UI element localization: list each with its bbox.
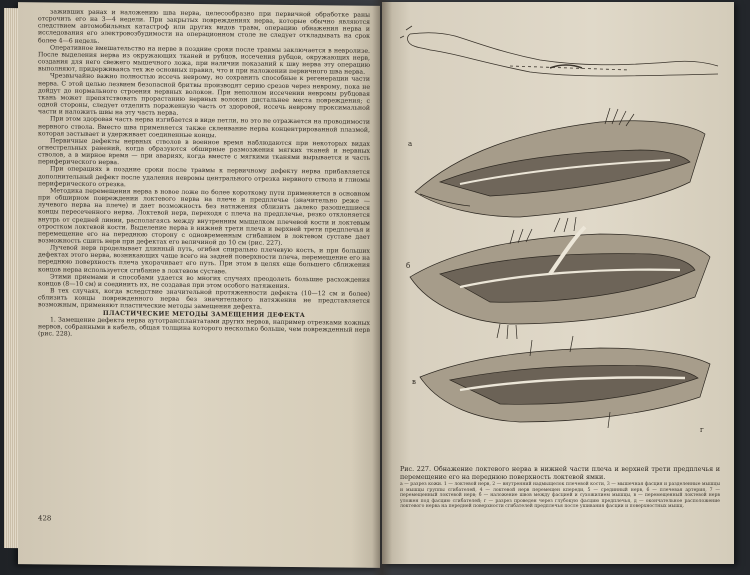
- right-page: [382, 2, 734, 564]
- paragraph: Чрезвычайно важно полностью иссечь неврому, но сохранить способные к регенерации части нерва. С этой целью лезвием безопасной бритвы производят серию срезов через неврому, пока не дойдут до нормального строения нервных волокон. При неполном иссечении невромы рубцовая ткань может препятствовать прорастанию нервных волокон дистальнее места повреждения; с одной стороны, следует отделить пораженную часть от здоровой, иссечь неврому проксимальной части и наложить швы на эту часть нерва.: [38, 72, 370, 117]
- figure-panel-3: [420, 336, 710, 428]
- paragraph: В тех случаях, когда вследствие значительной протяженности дефекта (10—12 см и более) сблизить концы поврежденного нерва без значительного натяжения не представляется возможным, применяют пластические методы замещения дефекта.: [38, 287, 370, 312]
- page-number: 428: [38, 514, 52, 523]
- figure-label-d: г: [700, 426, 704, 434]
- figure-label-b: б: [406, 262, 411, 270]
- figure-label-c: в: [412, 378, 416, 386]
- paragraph: ПЛАСТИЧЕСКИЕ МЕТОДЫ ЗАМЕЩЕНИЯ ДЕФЕКТА: [102, 309, 306, 319]
- figure-caption: Рис. 227. Обнажение локтевого нерва в нижней части плеча и верхней трети предплечья и перемещение его на переднюю поверхность локтевой ямки.: [400, 465, 720, 481]
- surgical-illustration: [400, 12, 720, 462]
- paragraph: Оперативное вмешательство на нерве в поздние сроки после травмы заключается в невролизе. После выделения нерва из окружающих тканей и рубцов, иссечения рубцов, окружающих нерв, создания для него свежего мышечного ложа, при наличии показаний к шву нерва эту операцию выполняют, придерживаясь тех же основных правил, что и при наложении первичного шва нерва.: [38, 44, 370, 76]
- left-page: [18, 2, 380, 568]
- page-edges: [4, 8, 18, 548]
- paragraph: 1. Замещение дефекта нерва аутотрансплантатами других нервов, например отрезками кожных нервов, собранными в кабель, общая толщина которого несколько больше, чем поврежденный нерв (рис. 228).: [38, 316, 370, 338]
- paragraph: Этими приемами и способами удается во многих случаях преодолеть большие расхождения концов (8—10 см) и соединить их, не создавая при этом особого натяжения.: [38, 273, 370, 290]
- paragraph: Лучевой нерв проделывает длинный путь, огибая спирально плечевую кость, и при больших дефектах этого нерва, возникающих чаще всего на задней поверхности плеча, перемещение его на переднюю поверхность плеча укорачивает его путь. При этом в целях еще большего сближения концов нерва используется сгибание в локтевом суставе.: [38, 244, 370, 275]
- paragraph: Методика перемещения нерва в новое ложе по более короткому пути применяется в основном при обширном повреждении локтевого нерва на плече и предплечье (значительно реже — лучевого нерва на плече) и дает возможность без натяжения сблизить далеко разошедшиеся концы пересеченного нерва. Локтевой нерв, переходя с плеча на предплечье, резко отклоняется внутрь от средней линии, располагаясь между внутренним мыщелком плечевой кости и локтевым отростком локтевой кости. Выделение нерва в нижней трети плеча и верхней трети предплечья и перемещение его на переднюю сторону с одновременным сгибанием в локтевом суставе дает возможность сшить нерв при дефектах его величиной до 10 см (рис. 227).: [38, 187, 370, 247]
- left-page-text: [38, 8, 370, 531]
- figure-panel-2: [410, 227, 710, 339]
- figure-panel-1: [415, 108, 705, 232]
- paragraph: При этом здоровая часть нерва изгибается в виде петли, но это не отражается на проводимости нервного ствола. Вместо шва применяется также склеивание нерва концентрированной плазмой, которая застывает и удерживает соединенные концы.: [38, 115, 370, 139]
- paragraph: заживших ранах и наложению шва нерва, целесообразно при первичной обработке раны отсрочить его на 3—4 недели. При закрытых повреждениях нерва, которые обычно являются следствием автомобильных катастроф или других видов травм, операцию обнажения нерва и исследования его электровозбудимости на операционном столе не следует откладывать на срок более 4—6 недель.: [38, 8, 370, 45]
- figure-legend: а — разрез кожи. 1 — локтевой нерв, 2 — внутренний надмыщелок плечевой кости, 3 — мышечная фасция и разделенные мышцы и мышцы группы сгибателей, 4 — локтевой нерв перемещен кпереди, 5 — срединный нерв, 6 — плечевая артерия, 7 — перемещенный локтевой нерв; б — наложение швов между фасцией и сухожилием мышцы, в — перемещенный локтевой нерв уложен под фасцию сгибателей; г — разрез проведен через глубокую фасцию предплечья, д — окончательное расположение локтевого нерва на передней поверхности сгибателей предплечья после ушивания фасции и поверхностных мышц.: [400, 482, 720, 510]
- arm-sketch: [400, 26, 718, 76]
- book-gutter: [372, 0, 392, 575]
- paragraph: Первичные дефекты нервных стволов в военное время наблюдаются при некоторых видах огнестрельных ранений, когда образуются обширные размозжения мягких тканей и нервных стволов, а в мирное время — при авариях, когда вместе с мягкими тканями вырывается и часть периферического нерва.: [38, 137, 370, 167]
- paragraph: При операциях в поздние сроки после травмы к первичному дефекту нерва прибавляется дополнительный дефект после удаления невромы центрального отрезка нервного ствола и глиомы периферического отрезка.: [38, 165, 370, 188]
- figure-label-a: а: [408, 140, 413, 148]
